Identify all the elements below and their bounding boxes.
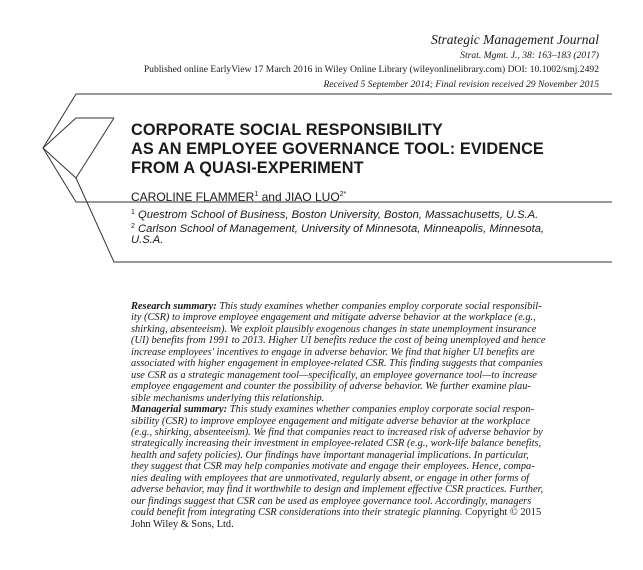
abstract-line: nies dealing with employees that are unmotivated, regularly absent, or engage in other forms of [131,472,530,484]
journal-citation: Strat. Mgmt. J., 38: 163–183 (2017) [460,50,599,61]
author-name: CAROLINE FLAMMER [131,190,255,204]
abstract [131,301,601,530]
managerial-summary-label: Managerial summary: [131,404,228,416]
affiliation-text: U.S.A. [131,234,164,246]
abstract-line: health and safety policies). Our findings have important managerial implications. In particular, [131,449,529,461]
abstract-line: increase employees' incentives to engage in adverse behavior. We find that higher UI benefits are [131,346,535,358]
copyright-notice: Copyright © 2015 [462,507,542,519]
research-summary-label: Research summary: [131,301,217,312]
affiliation-mark: 1 [131,209,135,216]
abstract-line [131,404,601,415]
abstract-line: use CSR as a strategic management tool—specifically, an employee governance tool—to increase [131,369,537,381]
journal-name: Strategic Management Journal [431,32,599,47]
abstract-line [131,301,601,312]
abstract-line: ity (CSR) to improve employee engagement and mitigate adverse behavior at the workplace (e.g., [131,312,536,324]
abstract-line [131,507,601,518]
copyright-holder: John Wiley & Sons, Ltd. [131,518,234,530]
abstract-text: This study examines whether companies employ corporate social responsibil- [216,301,542,312]
abstract-line: they suggest that CSR may help companies motivate and engage their employees. Hence, compa- [131,461,535,473]
publication-info: Published online EarlyView 17 March 2016 in Wiley Online Library (wileyonlinelibrary.com) DOI: 10.1002/smj.2492 [143,64,599,75]
author-affiliation-mark: 1 [254,191,259,198]
abstract-line: sible mechanisms underlying this relationship. [131,392,325,404]
abstract-line: sibility (CSR) to improve employee engagement and mitigate adverse behavior at the workplace [131,415,530,427]
abstract-line: strategically increasing their investment in employee-related CSR (e.g., work-life balance benefits, [131,438,542,450]
affiliation-text: Carlson School of Management, University of Minnesota, Minneapolis, Minnesota, [134,223,545,235]
author-conjunction: and [258,190,285,204]
affiliation [131,220,544,236]
author-list [131,190,346,204]
title-line: CORPORATE SOCIAL RESPONSIBILITY [131,121,443,139]
author-affiliation-mark: 2* [339,191,347,198]
received-dates: Received 5 September 2014; Final revision received 29 November 2015 [323,79,599,90]
abstract-text: This study examines whether companies employ corporate social respon- [227,404,535,416]
abstract-line: employee engagement and counter the possibility of adverse behavior. We further examine plau- [131,381,531,393]
title-line: FROM A QUASI-EXPERIMENT [131,159,364,177]
title-line: AS AN EMPLOYEE GOVERNANCE TOOL: EVIDENCE [131,140,544,158]
paper-title [131,121,611,178]
abstract-line: our findings suggest that CSR can be used as employee governance tool. Accordingly, managers [131,495,532,507]
abstract-line: (UI) benefits from 1991 to 2013. Higher UI benefits reduce the cost of being unemployed and hence [131,335,546,347]
affiliation-continued [131,234,163,247]
abstract-text: could benefit from integrating CSR considerations into their strategic planning. [131,507,463,519]
abstract-line: (e.g., shirking, absenteeism). We find that companies react to increased risk of adverse behavior by [131,426,543,438]
affiliation-text: Questrom School of Business, Boston University, Boston, Massachusetts, U.S.A. [134,209,539,221]
affiliation-mark: 2 [131,223,135,230]
abstract-line: shirking, absenteeism). We exploit plausibly exogenous changes in state unemployment insurance [131,323,537,335]
abstract-line: adverse behavior, may find it worthwhile to design and implement effective CSR practices. Further, [131,484,544,496]
abstract-line: associated with higher engagement in employee-related CSR. This finding suggests that companies [131,358,543,370]
author-name: JIAO LUO [284,190,340,204]
